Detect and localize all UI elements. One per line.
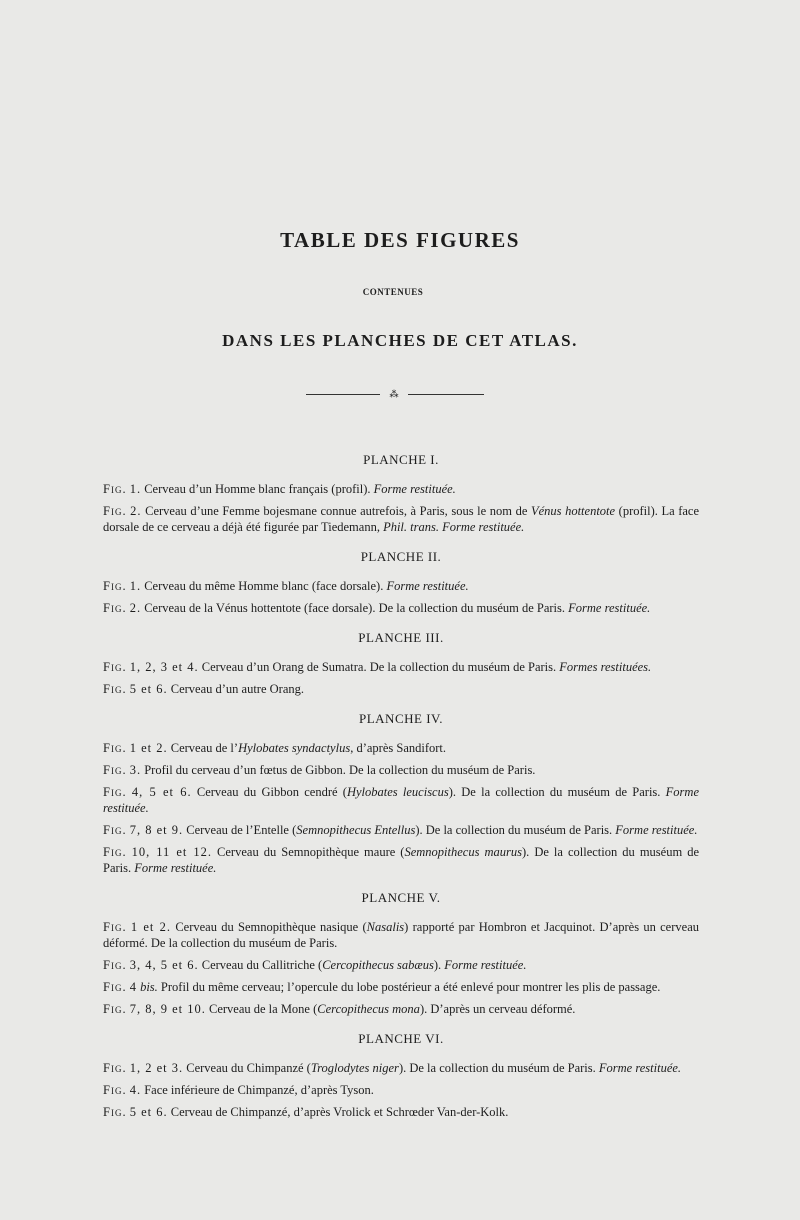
figure-entry (103, 844, 699, 876)
figure-number: 1, 2 et 3. (129, 1061, 184, 1075)
page-title: TABLE DES FIGURES (280, 228, 520, 252)
figure-text: Cerveau d’un Orang de Sumatra. De la collection du muséum de Paris. (198, 660, 560, 674)
figure-label: Fig. (103, 920, 127, 934)
figure-text: ) rapporté par Hombron et Jacquinot. D’après un cerveau déformé. De la collection du muséum de Paris. (103, 920, 699, 950)
figure-text: Cerveau du Gibbon cendré ( (191, 785, 347, 799)
figure-label: Fig. (103, 958, 127, 972)
figure-text: Cerveau de Chimpanzé, d’après Vrolick et Schrœder Van-der-Kolk. (167, 1105, 509, 1119)
italic-text: Hylobates leuciscus (346, 785, 449, 799)
figure-entry (103, 600, 699, 616)
figure-text: (profil). La face dorsale de ce cerveau a déjà été figurée par Tiedemann, (103, 504, 700, 534)
figure-label: Fig. (103, 845, 127, 859)
figure-entry (103, 762, 699, 778)
figure-number: 4 (129, 980, 137, 994)
ornament-flourish-icon: ⁂ (380, 389, 408, 399)
figure-entry (103, 784, 699, 816)
figure-entry (103, 503, 699, 535)
figure-text: , d’après Sandifort. (350, 741, 447, 755)
italic-text: Forme restituée. (134, 861, 217, 875)
figure-label: Fig. (103, 785, 127, 799)
figure-text: ). De la collection du muséum de Paris. (398, 1061, 599, 1075)
figure-text: ). D’après un cerveau déformé. (419, 1002, 576, 1016)
figure-text: Profil du cerveau d’un fœtus de Gibbon. De la collection du muséum de Paris. (141, 763, 536, 777)
plate-heading: PLANCHE IV. (359, 711, 443, 726)
figure-label: Fig. (103, 980, 127, 994)
figure-number: 1 et 2. (130, 920, 172, 934)
figure-label: Fig. (103, 682, 127, 696)
figure-entry (103, 919, 699, 951)
figure-label: Fig. (103, 741, 127, 755)
italic-text: Forme restituée. (373, 482, 456, 496)
figure-text: Profil du même cerveau; l’opercule du lobe postérieur a été enlevé pour montrer les plis de passage. (157, 980, 661, 994)
figure-entry (103, 979, 699, 995)
italic-text: Hylobates syndactylus (238, 741, 351, 755)
italic-text: bis. (140, 980, 158, 994)
italic-text: Nasalis (366, 920, 405, 934)
figure-entry (103, 681, 699, 697)
figure-text: Cerveau du Semnopithèque maure ( (212, 845, 405, 859)
figure-number: 7, 8 et 9. (129, 823, 184, 837)
figure-number: 3. (129, 763, 142, 777)
italic-text: Cercopithecus mona (317, 1002, 420, 1016)
figure-entry (103, 1082, 699, 1098)
figure-text: Cerveau du Semnopithèque nasique ( (171, 920, 367, 934)
figure-list (103, 452, 699, 1126)
figure-entry (103, 659, 699, 675)
figure-number: 2. (129, 601, 142, 615)
figure-label: Fig. (103, 482, 127, 496)
plate-heading: PLANCHE III. (358, 630, 444, 645)
figure-number: 4, 5 et 6. (131, 785, 192, 799)
page-subtitle: DANS LES PLANCHES DE CET ATLAS. (222, 331, 578, 350)
italic-text: Semnopithecus maurus (404, 845, 522, 859)
italic-text: Formes restituées. (559, 660, 652, 674)
figure-text: Face inférieure de Chimpanzé, d’après Tyson. (141, 1083, 374, 1097)
figure-number: 1. (129, 482, 142, 496)
title-connector: CONTENUES (362, 287, 424, 297)
figure-number: 2. (130, 504, 142, 518)
italic-text: Vénus hottentote (530, 504, 616, 518)
figure-entry (103, 481, 699, 497)
italic-text: Forme restituée. (386, 579, 469, 593)
figure-entry (103, 822, 699, 838)
figure-entry (103, 740, 699, 756)
figure-text: Cerveau d’une Femme bojesmane connue autrefois, à Paris, sous le nom de (141, 504, 531, 518)
figure-text: Cerveau d’un autre Orang. (167, 682, 305, 696)
figure-entry (103, 578, 699, 594)
figure-text: Cerveau de la Vénus hottentote (face dorsale). De la collection du muséum de Paris. (141, 601, 569, 615)
figure-label: Fig. (103, 1002, 127, 1016)
figure-text: ). De la collection du muséum de Paris. (448, 785, 666, 799)
figure-label: Fig. (103, 579, 127, 593)
figure-label: Fig. (103, 763, 127, 777)
figure-label: Fig. (103, 1083, 127, 1097)
figure-number: 3, 4, 5 et 6. (129, 958, 199, 972)
figure-text: Cerveau du Callitriche ( (198, 958, 323, 972)
figure-entry (103, 1104, 699, 1120)
figure-number: 5 et 6. (129, 1105, 168, 1119)
figure-text: Cerveau de l’Entelle ( (183, 823, 297, 837)
plate-heading: PLANCHE I. (363, 452, 439, 467)
figure-number: 1. (129, 579, 142, 593)
figure-text: ). De la collection du muséum de Paris. (415, 823, 616, 837)
figure-number: 1 et 2. (129, 741, 168, 755)
figure-text: Cerveau du Chimpanzé ( (183, 1061, 311, 1075)
figure-number: 4. (129, 1083, 142, 1097)
figure-number: 7, 8, 9 et 10. (129, 1002, 206, 1016)
figure-text: Cerveau de l’ (167, 741, 239, 755)
figure-number: 5 et 6. (129, 682, 168, 696)
plate-heading: PLANCHE VI. (358, 1031, 444, 1046)
italic-text: Forme restituée. (615, 823, 698, 837)
italic-text: Phil. trans. Forme restituée. (383, 520, 525, 534)
italic-text: Forme restituée. (103, 785, 699, 815)
figure-entry (103, 957, 699, 973)
figure-text: Cerveau du même Homme blanc (face dorsale). (141, 579, 387, 593)
figure-text: Cerveau de la Mone ( (205, 1002, 318, 1016)
figure-label: Fig. (103, 660, 127, 674)
italic-text: Forme restituée. (444, 958, 527, 972)
figure-text: ). (433, 958, 445, 972)
figure-number: 1, 2, 3 et 4. (129, 660, 199, 674)
figure-label: Fig. (103, 504, 127, 518)
italic-text: Cercopithecus sabæus (322, 958, 434, 972)
figure-entry (103, 1060, 699, 1076)
plate-heading: PLANCHE II. (360, 549, 442, 564)
figure-text: Cerveau d’un Homme blanc français (profil). (141, 482, 374, 496)
figure-label: Fig. (103, 823, 127, 837)
figure-entry (103, 1001, 699, 1017)
italic-text: Troglodytes niger (310, 1061, 399, 1075)
italic-text: Forme restituée. (568, 601, 651, 615)
figure-label: Fig. (103, 1061, 127, 1075)
italic-text: Semnopithecus Entellus (296, 823, 416, 837)
plate-heading: PLANCHE V. (361, 890, 441, 905)
figure-number: 10, 11 et 12. (131, 845, 213, 859)
figure-text: ). De la collection du muséum de Paris. (103, 845, 700, 875)
figure-label: Fig. (103, 601, 127, 615)
italic-text: Forme restituée. (598, 1061, 682, 1075)
figure-label: Fig. (103, 1105, 127, 1119)
